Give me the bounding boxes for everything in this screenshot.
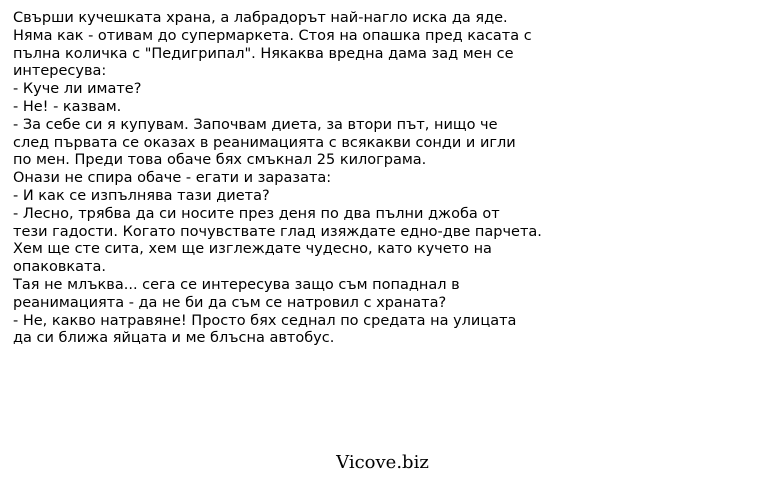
joke-line: по мен. Преди това обаче бях смъкнал 25 килограма.: [13, 152, 427, 169]
joke-text: [13, 10, 773, 348]
joke-line: - Не, какво натравяне! Просто бях седнал по средата на улицата: [13, 312, 517, 329]
joke-line: - Куче ли имате?: [13, 81, 142, 98]
joke-line: интересува:: [13, 63, 107, 80]
joke-line: тези гадости. Когато почувствате глад изяждате едно-две парчета.: [13, 223, 542, 240]
joke-line: пълна количка с "Педигрипал". Някаква вредна дама зад мен се: [13, 45, 514, 62]
joke-line: Хем ще сте сита, хем ще изглеждате чудесно, като кучето на: [13, 241, 492, 258]
joke-line: след първата се оказах в реанимацията с всякакви сонди и игли: [13, 134, 516, 151]
joke-line: - Не! - казвам.: [13, 98, 122, 115]
site-watermark: Vicove.biz: [336, 452, 429, 473]
joke-line: да си ближа яйцата и ме блъсна автобус.: [13, 330, 335, 347]
joke-line: Тая не млъква... сега се интересува защо съм попаднал в: [13, 276, 460, 293]
joke-line: - Лесно, трябва да си носите през деня по два пълни джоба от: [13, 205, 500, 222]
joke-line: Свърши кучешката храна, а лабрадорът най-нагло иска да яде.: [13, 10, 508, 26]
joke-line: реанимацията - да не би да съм се натровил с храната?: [13, 294, 447, 311]
joke-line: опаковката.: [13, 259, 106, 276]
joke-line: Онази не спира обаче - егати и заразата:: [13, 170, 332, 187]
joke-line: - За себе си я купувам. Започвам диета, за втори път, нищо че: [13, 116, 498, 133]
joke-line: Няма как - отивам до супермаркета. Стоя на опашка пред касата с: [13, 27, 532, 44]
joke-line: - И как се изпълнява тази диета?: [13, 187, 270, 204]
